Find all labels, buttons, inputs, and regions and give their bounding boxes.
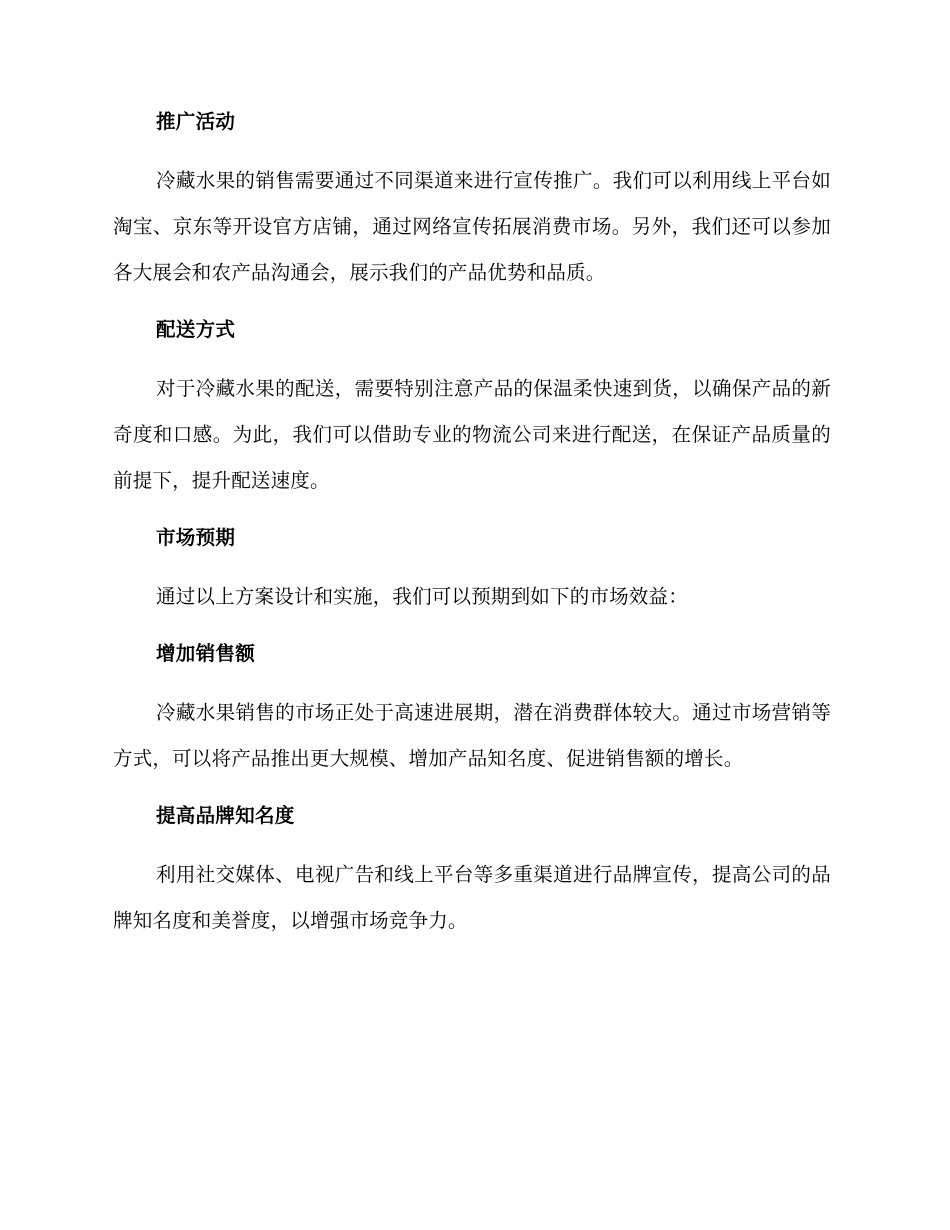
section-heading-delivery: 配送方式 xyxy=(156,318,236,341)
section-paragraph-promotion: 冷藏水果的销售需要通过不同渠道来进行宣传推广。我们可以利用线上平台如淘宝、京东等开设官方店铺，通过网络宣传拓展消费市场。另外，我们还可以参加各大展会和农产品沟通会，展示我们的产品优势和品质。 xyxy=(113,169,831,284)
section-paragraph-brand-awareness: 利用社交媒体、电视广告和线上平台等多重渠道进行品牌宣传，提高公司的品牌知名度和美誉度，以增强市场竞争力。 xyxy=(113,863,831,932)
section-heading-market-expectation: 市场预期 xyxy=(156,526,236,549)
section-heading-brand-awareness: 提高品牌知名度 xyxy=(156,804,295,827)
section-paragraph-increase-sales: 冷藏水果销售的市场正处于高速进展期，潜在消费群体较大。通过市场营销等方式，可以将产品推出更大规模、增加产品知名度、促进销售额的增长。 xyxy=(113,701,831,770)
section-heading-increase-sales: 增加销售额 xyxy=(156,642,256,665)
document-page xyxy=(113,108,831,944)
section-paragraph-delivery: 对于冷藏水果的配送，需要特别注意产品的保温柔快速到货，以确保产品的新奇度和口感。为此，我们可以借助专业的物流公司来进行配送，在保证产品质量的前提下，提升配送速度。 xyxy=(113,377,831,492)
section-paragraph-market-expectation: 通过以上方案设计和实施，我们可以预期到如下的市场效益： xyxy=(156,585,688,608)
section-heading-promotion: 推广活动 xyxy=(156,110,236,133)
